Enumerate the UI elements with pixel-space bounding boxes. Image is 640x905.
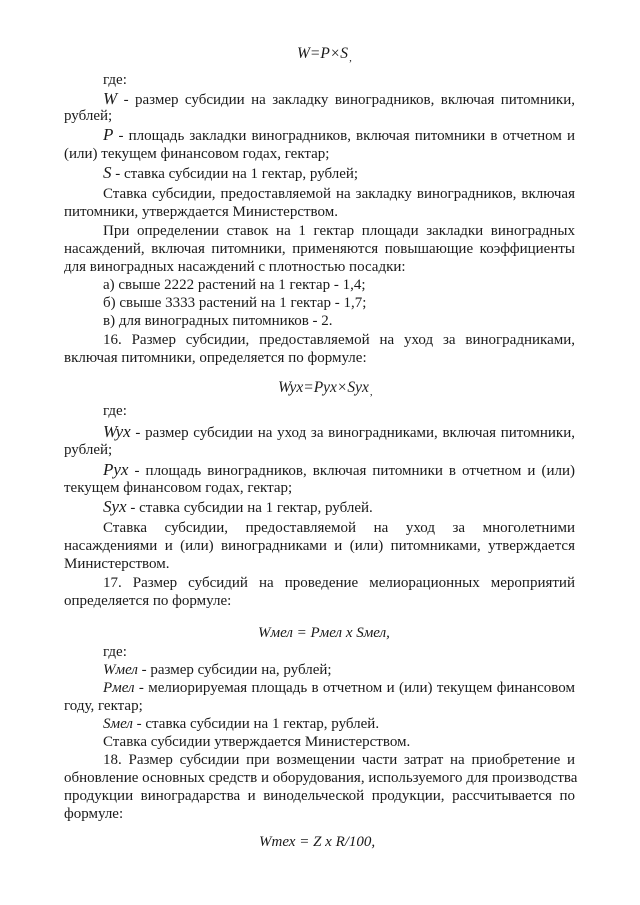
rate-paragraph-3: Ставка субсидии утверждается Министерством. bbox=[103, 734, 411, 750]
paragraph-16: 16. Размер субсидии, предоставляемой на уход за виноградниками, bbox=[103, 332, 575, 348]
rate-paragraph-2: Ставка субсидии, предоставляемой на уход за многолетними bbox=[103, 520, 575, 536]
formula-wtex: Wтех = Z x R/100, bbox=[259, 834, 376, 850]
paragraph-18-cont2: продукции виноградарства и винодельческой продукции, рассчитывается по bbox=[64, 788, 575, 804]
def-wyx-cont: рублей; bbox=[64, 442, 113, 458]
def-w-cont: рублей; bbox=[64, 108, 113, 124]
def-pmel: Pмел - мелиорируемая площадь в отчетном и (или) текущем финансовом bbox=[103, 680, 575, 696]
formula-wmel: Wмел = Pмел x Sмел, bbox=[258, 625, 390, 641]
coef-item-b: б) свыше 3333 растений на 1 гектар - 1,7; bbox=[103, 295, 367, 311]
where-label: где: bbox=[103, 644, 127, 660]
def-syx: Syx - ставка субсидии на 1 гектар, рублей. bbox=[103, 497, 373, 516]
formula-wyx: Wyx=Pyx×Syx, bbox=[278, 379, 373, 398]
paragraph-16-cont: включая питомники, определяется по формуле: bbox=[64, 350, 367, 366]
where-label: где: bbox=[103, 403, 127, 419]
paragraph-18: 18. Размер субсидии при возмещении части затрат на приобретение и bbox=[103, 752, 575, 768]
def-s: S - ставка субсидии на 1 гектар, рублей; bbox=[103, 163, 359, 182]
coef-item-c: в) для виноградных питомников - 2. bbox=[103, 313, 333, 329]
paragraph-17: 17. Размер субсидий на проведение мелиорационных мероприятий bbox=[103, 575, 575, 591]
def-pyx: Pyx - площадь виноградников, включая питомники в отчетном и (или) bbox=[103, 460, 575, 479]
coef-line-2: насаждений, включая питомники, применяются повышающие коэффициенты bbox=[64, 241, 575, 257]
coef-line-3: для виноградных насаждений с плотностью посадки: bbox=[64, 259, 406, 275]
paragraph-17-cont: определяется по формуле: bbox=[64, 593, 232, 609]
rate-paragraph-2-cont2: Министерством. bbox=[64, 556, 170, 572]
coef-item-a: а) свыше 2222 растений на 1 гектар - 1,4; bbox=[103, 277, 366, 293]
formula-w: W=P×S, bbox=[297, 45, 352, 64]
def-p: P - площадь закладки виноградников, включая питомники в отчетном и bbox=[103, 125, 575, 144]
paragraph-18-cont3: формуле: bbox=[64, 806, 124, 822]
rate-paragraph-1-cont: питомники, утверждается Министерством. bbox=[64, 204, 338, 220]
where-label: где: bbox=[103, 72, 127, 88]
paragraph-18-cont: обновление основных средств и оборудования, используемого для производства bbox=[64, 770, 578, 786]
def-w: W - размер субсидии на закладку виноградников, включая питомники, bbox=[103, 89, 575, 108]
def-pmel-cont: году, гектар; bbox=[64, 698, 143, 714]
rate-paragraph-1: Ставка субсидии, предоставляемой на закладку виноградников, включая bbox=[103, 186, 575, 202]
def-pyx-cont: текущем финансовом годах, гектар; bbox=[64, 480, 293, 496]
def-wmel: Wмел - размер субсидии на, рублей; bbox=[103, 662, 332, 678]
def-p-cont: (или) текущем финансовом годах, гектар; bbox=[64, 146, 330, 162]
def-wyx: Wyx - размер субсидии на уход за виноградниками, включая питомники, bbox=[103, 422, 575, 441]
coef-line-1: При определении ставок на 1 гектар площади закладки виноградных bbox=[103, 223, 575, 239]
def-smel: Sмел - ставка субсидии на 1 гектар, рублей. bbox=[103, 716, 380, 732]
rate-paragraph-2-cont: насаждениями и (или) виноградниками и (или) питомниками, утверждается bbox=[64, 538, 575, 554]
